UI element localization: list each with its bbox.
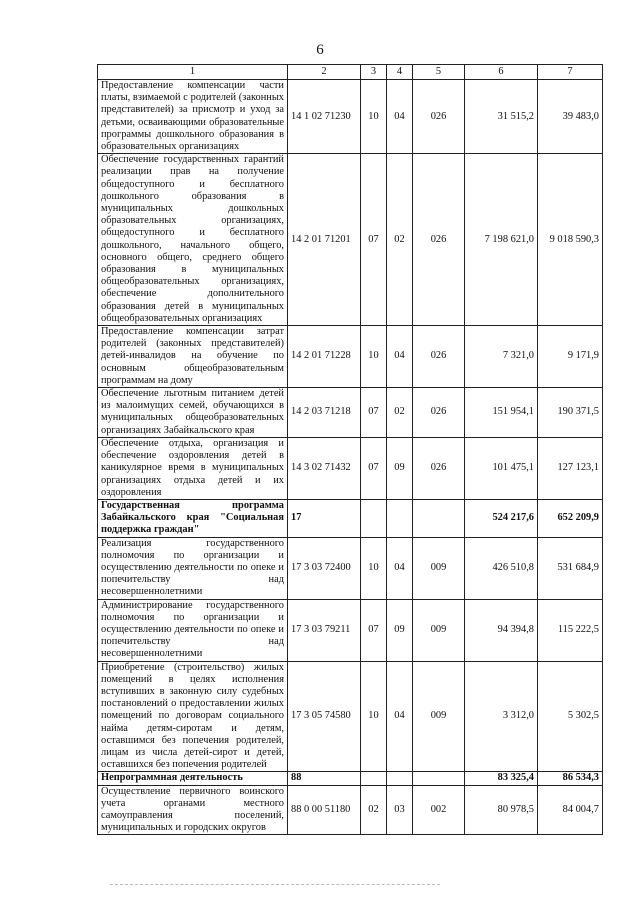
column-header: 4 [387, 65, 413, 80]
subsection-cell: 04 [387, 537, 413, 599]
row-name-cell: Реализация государственного полномочия по организации и осуществлению деятельности по опеке и попечительству над несовершеннолетними [98, 537, 288, 599]
code-cell: 88 0 00 51180 [288, 785, 361, 835]
amount-2021-cell: 127 123,1 [538, 437, 603, 499]
amount-2020-cell: 94 394,8 [465, 599, 538, 661]
row-name-cell: Осуществление первичного воинского учета органами местного самоуправления поселений, муниципальных и городских округов [98, 785, 288, 835]
amount-2020-cell: 7 321,0 [465, 326, 538, 388]
column-header: 5 [413, 65, 465, 80]
row-name-cell: Администрирование государственного полномочия по организации и осуществлению деятельности по опеке и попечительству над несовершеннолетними [98, 599, 288, 661]
expense-type-cell: 009 [413, 599, 465, 661]
budget-table [97, 64, 603, 835]
row-name-cell: Государственная программа Забайкальского края "Социальная поддержка граждан" [98, 499, 288, 537]
row-name-cell: Обеспечение отдыха, организация и обеспечение оздоровления детей в каникулярное время в муниципальных организациях отдыха детей и их оздоровления [98, 437, 288, 499]
section-cell: 10 [361, 326, 387, 388]
amount-2021-cell: 86 534,3 [538, 772, 603, 785]
amount-2020-cell: 83 325,4 [465, 772, 538, 785]
row-name-cell: Приобретение (строительство) жилых помещений в целях исполнения вступивших в законную силу судебных постановлений о предоставлении жилых помещений по договорам социального найма детям-сиротам и детям, оставшимся без попечения родителей, лицам из числа детей-сирот и детей, оставшихся без попечения родителей [98, 661, 288, 772]
amount-2021-cell: 9 171,9 [538, 326, 603, 388]
code-cell: 14 2 01 71228 [288, 326, 361, 388]
code-cell: 17 3 03 79211 [288, 599, 361, 661]
column-header: 6 [465, 65, 538, 80]
code-cell: 14 2 01 71201 [288, 154, 361, 326]
subsection-cell: 02 [387, 388, 413, 438]
expense-type-cell [413, 499, 465, 537]
amount-2020-cell: 80 978,5 [465, 785, 538, 835]
row-name-cell: Предоставление компенсации затрат родителей (законных представителей) детей-инвалидов на обучение по основным общеобразовательным программам на дому [98, 326, 288, 388]
table-row [98, 437, 603, 499]
code-cell: 14 2 03 71218 [288, 388, 361, 438]
code-cell: 17 [288, 499, 361, 537]
code-cell: 17 3 03 72400 [288, 537, 361, 599]
amount-2021-cell: 39 483,0 [538, 80, 603, 154]
expense-type-cell: 026 [413, 437, 465, 499]
amount-2020-cell: 101 475,1 [465, 437, 538, 499]
code-cell: 14 3 02 71432 [288, 437, 361, 499]
table-row [98, 499, 603, 537]
code-cell: 14 1 02 71230 [288, 80, 361, 154]
column-header: 2 [288, 65, 361, 80]
expense-type-cell: 026 [413, 326, 465, 388]
table-body [98, 80, 603, 835]
amount-2021-cell: 652 209,9 [538, 499, 603, 537]
subsection-cell: 04 [387, 80, 413, 154]
column-header: 3 [361, 65, 387, 80]
expense-type-cell: 026 [413, 388, 465, 438]
expense-type-cell: 002 [413, 785, 465, 835]
code-cell: 17 3 05 74580 [288, 661, 361, 772]
table-row [98, 785, 603, 835]
table-row [98, 599, 603, 661]
section-cell: 07 [361, 437, 387, 499]
column-header: 7 [538, 65, 603, 80]
column-header: 1 [98, 65, 288, 80]
table-row [98, 326, 603, 388]
table-row [98, 661, 603, 772]
code-cell: 88 [288, 772, 361, 785]
section-cell: 07 [361, 599, 387, 661]
amount-2020-cell: 524 217,6 [465, 499, 538, 537]
subsection-cell [387, 499, 413, 537]
table-row [98, 388, 603, 438]
expense-type-cell: 026 [413, 154, 465, 326]
amount-2020-cell: 426 510,8 [465, 537, 538, 599]
section-cell: 10 [361, 80, 387, 154]
amount-2021-cell: 5 302,5 [538, 661, 603, 772]
amount-2021-cell: 190 371,5 [538, 388, 603, 438]
amount-2020-cell: 3 312,0 [465, 661, 538, 772]
amount-2020-cell: 31 515,2 [465, 80, 538, 154]
amount-2021-cell: 84 004,7 [538, 785, 603, 835]
subsection-cell: 09 [387, 599, 413, 661]
section-cell: 07 [361, 154, 387, 326]
table-row [98, 772, 603, 785]
table-row [98, 537, 603, 599]
section-cell: 07 [361, 388, 387, 438]
row-name-cell: Обеспечение государственных гарантий реализации прав на получение общедоступного и бесплатного дошкольного образования в муниципальных дошкольных образовательных организациях, общедоступного и бесплатного дошкольного, начального общего, основного общего, среднего общего образования в муниципальных общеобразовательных организациях, обеспечение дополнительного образования детей в муниципальных общеобразовательных организациях [98, 154, 288, 326]
expense-type-cell: 009 [413, 661, 465, 772]
subsection-cell: 09 [387, 437, 413, 499]
table-row [98, 154, 603, 326]
expense-type-cell [413, 772, 465, 785]
subsection-cell: 04 [387, 661, 413, 772]
row-name-cell: Предоставление компенсации части платы, взимаемой с родителей (законных представителей) за присмотр и уход за детьми, осваивающими образовательные программы дошкольного образования в образовательных организациях [98, 80, 288, 154]
footer-divider [110, 884, 440, 885]
row-name-cell: Непрограммная деятельность [98, 772, 288, 785]
subsection-cell: 04 [387, 326, 413, 388]
page-number: 6 [316, 42, 324, 58]
expense-type-cell: 009 [413, 537, 465, 599]
section-cell: 10 [361, 661, 387, 772]
amount-2021-cell: 531 684,9 [538, 537, 603, 599]
subsection-cell: 02 [387, 154, 413, 326]
section-cell [361, 772, 387, 785]
subsection-cell [387, 772, 413, 785]
section-cell: 02 [361, 785, 387, 835]
section-cell: 10 [361, 537, 387, 599]
amount-2021-cell: 115 222,5 [538, 599, 603, 661]
row-name-cell: Обеспечение льготным питанием детей из малоимущих семей, обучающихся в муниципальных общеобразовательных организациях Забайкальского края [98, 388, 288, 438]
expense-type-cell: 026 [413, 80, 465, 154]
header-row [98, 65, 603, 80]
amount-2021-cell: 9 018 590,3 [538, 154, 603, 326]
subsection-cell: 03 [387, 785, 413, 835]
section-cell [361, 499, 387, 537]
amount-2020-cell: 151 954,1 [465, 388, 538, 438]
table-row [98, 80, 603, 154]
amount-2020-cell: 7 198 621,0 [465, 154, 538, 326]
